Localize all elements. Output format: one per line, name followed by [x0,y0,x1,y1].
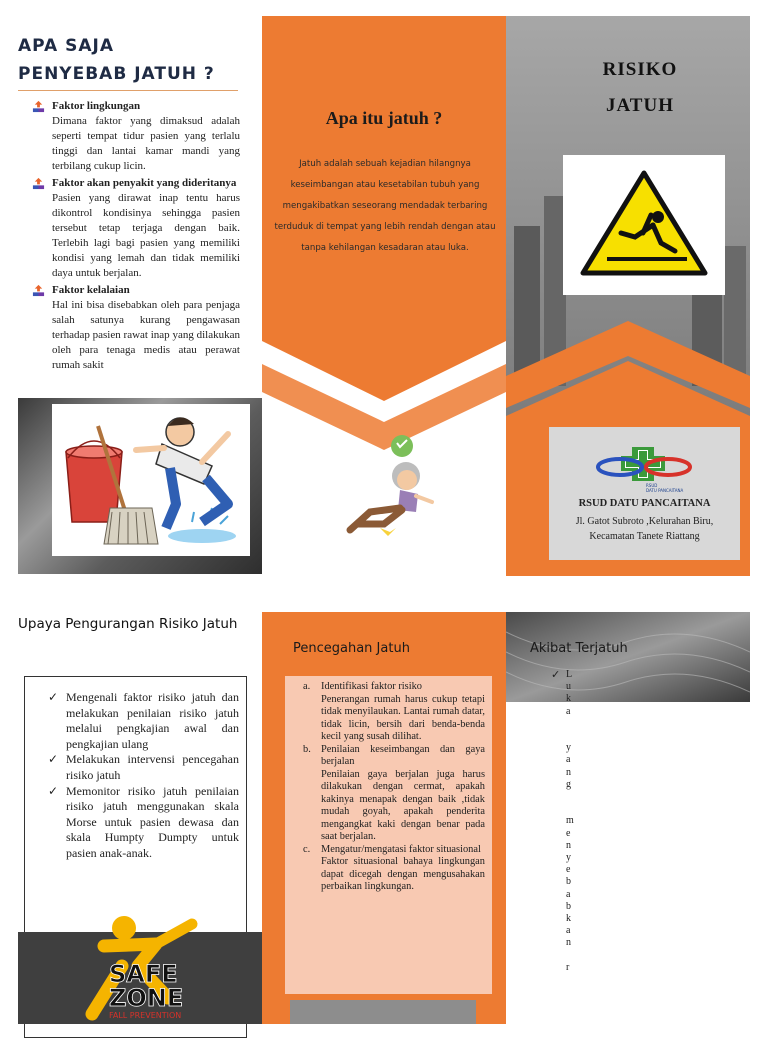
risk-reduction-item [48,690,239,752]
prevention-item-body: Penilaian gaya berjalan juga harus dilakukan dengan cermat, apakah kakinya menapak dengan baik ,tidak mudah goyah, apakah penderita mengangkat kaki dengan benar pada saat berjalan. [321,768,485,842]
prevention-item-body: Penerangan rumah harus cukup tetapi tidak menyilaukan. Lantai rumah datar, tidak licin, bersih dari benda-benda kecil yang susah dilihat. [321,693,485,742]
risk-reduction-text: Melakukan intervensi pencegahan risiko jatuh [66,752,239,782]
letter: b [566,876,571,888]
risk-reduction-text: Mengenali faktor risiko jatuh dan melakukan penilaian risiko jatuh melalui pengkajian awal dan pengkajian ulang [66,690,239,751]
factor-title: Faktor lingkungan [52,100,141,112]
hospital-address-line2: Kecamatan Tanete Riattang [589,531,700,542]
letter: a [566,705,571,717]
checkmark-icon: ✓ [48,783,59,798]
letter: u [566,681,571,693]
cover-title-line1: RISIKO [602,59,678,80]
cover-title-line2: JATUH [606,95,674,116]
factor-item [32,99,240,174]
prevention-heading: Pencegahan Jatuh [293,641,410,656]
hospital-logo-text-2: DATU PANCAITANA [646,488,684,493]
letter-gap [566,730,580,742]
hospital-logo-icon [594,445,694,493]
letter-gap [566,950,580,962]
checkmark-icon: ✓ [551,669,561,681]
prevention-item [303,844,485,894]
safe-zone-logo-line2: ZONE [109,984,184,1012]
falling-definition: Jatuh adalah sebuah kejadian hilangnya keseimbangan atau kesetabilan tubuh yang mengakibatkan seseorang mendadak terbaring terduduk di tempat yang lebih rendah dengan atau tanpa kehilangan kesadaran atau luka. [274,159,496,253]
consequence-header-background [506,612,750,702]
factor-item [32,176,240,281]
hospital-logo-text: RSUD [646,483,658,488]
factor-description: Dimana faktor yang dimaksud adalah seperti tempat tidur pasien yang terlalu tinggi dan lantai kamar mandi yang terbilang cukup licin. [52,115,240,172]
checkmark-icon: ✓ [48,752,59,767]
risk-reduction-list [48,690,239,862]
safe-zone-logo [64,906,234,1024]
prevention-item-letter: c. [303,843,311,855]
letter: a [566,888,571,900]
letter: a [566,754,571,766]
prevention-item-title: Mengatur/mengatasi faktor situasional [321,843,481,855]
factor-list [32,99,240,375]
letter: g [566,778,571,790]
factor-description: Hal ini bisa disebabkan oleh para penjaga salah satunya kurang pengawasan terhadap pasien rawat inap yang dilakukan oleh para tenaga medis atau perawat rumah sakit [52,299,240,371]
factor-item [32,283,240,373]
letter: n [566,839,571,851]
letter: e [566,827,571,839]
letter: n [566,766,571,778]
letter: L [566,669,573,680]
letter: k [566,913,571,924]
risk-reduction-text: Memonitor risiko jatuh penilaian risiko jatuh menggunakan skala Morse untuk pasien dewasa dan skala Humpty Dumpty untuk pasien anak-anak. [66,783,239,860]
prevention-bottom-bar [290,1000,476,1024]
prevention-item-title: Identifikasi faktor risiko [321,681,422,692]
letter: r [566,961,570,973]
arrow-bullet-icon [32,177,45,190]
causes-heading-line2: PENYEBAB JATUH ? [18,64,215,84]
prevention-list [303,681,485,894]
letter: m [566,815,574,827]
what-is-falling-heading: Apa itu jatuh ? [325,108,443,128]
letter: a [566,925,571,937]
slipping-man-illustration [52,404,250,556]
hospital-name: RSUD DATU PANCAITANA [578,498,711,509]
consequence-vertical-text [566,669,580,974]
hospital-address [549,514,740,544]
letter-gap [566,718,580,730]
checkmark-icon: ✓ [48,690,59,704]
prevention-item-letter: a. [303,681,311,692]
consequence-heading: Akibat Terjatuh [530,641,628,656]
hospital-address-line1: Jl. Gatot Subroto ,Kelurahan Biru, [575,516,714,527]
risk-reduction-item [48,784,239,862]
letter-gap [566,803,580,815]
causes-heading-line1: APA SAJA [18,36,115,56]
slippery-warning-icon [563,155,725,295]
letter-gap [566,791,580,803]
fall-warning-sign [563,155,725,295]
letter: n [566,937,571,949]
safe-zone-logo-line3: FALL PREVENTION [109,1011,182,1020]
elderly-fall-illustration-icon [340,432,440,540]
heading-underline [18,90,238,91]
risk-reduction-heading: Upaya Pengurangan Risiko Jatuh [18,616,238,632]
slip-bucket-mop-icon [52,404,250,556]
letter: k [566,693,571,705]
prevention-item-title: Penilaian keseimbangan dan gaya berjalan [321,743,485,767]
factor-description: Pasien yang dirawat inap tentu harus dikontrol kondisinya sehingga pasien tersebut tetap terjaga dengan baik. Terlebih lagi bagi pasien yang memiliki kondisi yang lemah dan tidak memiliki daya untuk berjalan. [52,192,240,279]
arrow-bullet-icon [32,100,45,113]
letter: b [566,900,571,912]
letter: y [566,742,571,754]
risk-reduction-item [48,752,239,783]
prevention-item-letter: b. [303,743,311,755]
prevention-item [303,744,485,844]
factor-title: Faktor kelalaian [52,284,130,296]
prevention-item-body: Faktor situasional bahaya lingkungan dapat dicegah dengan mengusahakan perbaikan lingkungan. [321,856,485,892]
factor-title: Faktor akan penyakit yang dideritanya [52,177,237,189]
prevention-item [303,681,485,744]
safe-zone-logo-line1: SAFE [109,960,178,988]
arrow-bullet-icon [32,284,45,297]
cover-title [506,52,768,124]
causes-heading [18,32,263,91]
letter: y [566,851,571,863]
letter: e [566,864,571,876]
